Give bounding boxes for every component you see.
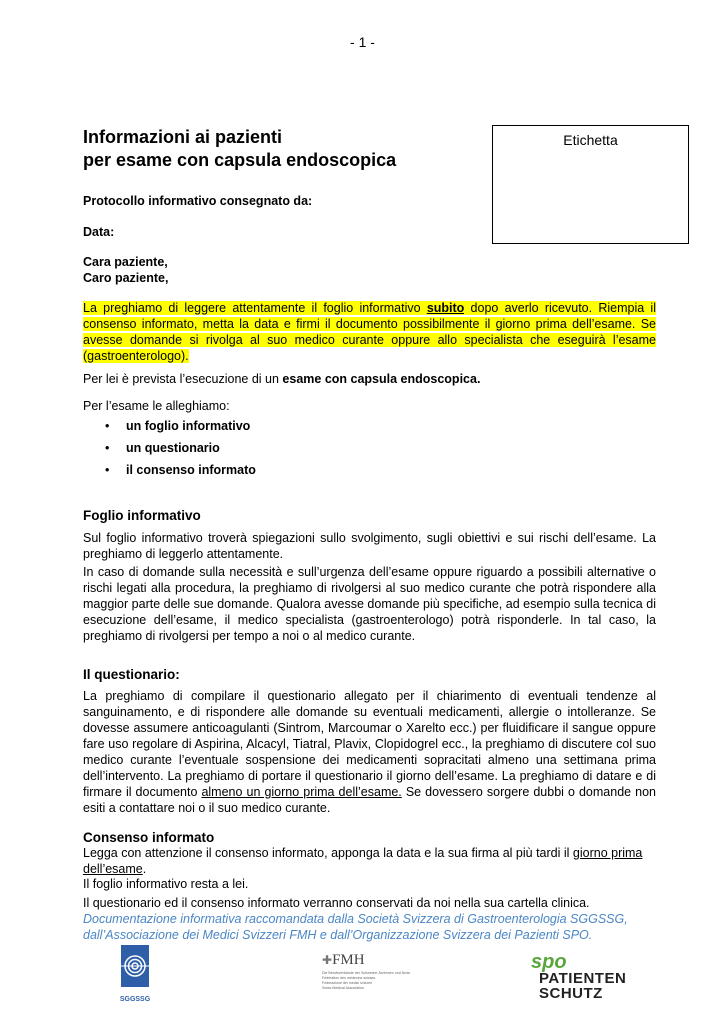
attach-intro: Per l’esame le alleghiamo: (83, 399, 230, 413)
consenso-paragraph-1 (83, 845, 656, 877)
fmh-line: Die Berufsverbände der Schweizer Ärztinnen und Ärzte (322, 971, 411, 975)
questionario-text-1: La preghiamo di compilare il questionario allegato per il chiarimento di eventuali tendenze al sanguinamento, e di rispondere alle domande su eventuali medicamenti, allergie o intolleranze. Se dovesse assumere anticoagulanti (Sintrom, Marcoumar o Xarelto ecc.) per fluidificare il sangue oppure fare uso regolare di Aspirina, Alcacyl, Tiatral, Plavix, Clopidogrel ecc., la preghiamo di discutere col suo medico curante l’eventuale sospensione dei medicamenti sopracitati almeno una settimana prima dell’intervento. La preghiamo di portare il questionario il giorno dell’esame. La preghiamo di datare e di firmare il documento (83, 689, 656, 799)
fmh-logo (322, 952, 412, 1002)
greeting-female: Cara paziente, (83, 255, 168, 269)
fmh-line: Fédération des médecins suisses (322, 976, 376, 980)
foglio-heading: Foglio informativo (83, 508, 201, 523)
sgg-logo-text: SGGSSG (119, 996, 151, 1003)
questionario-paragraph (83, 688, 656, 816)
consenso-text-1: Legga con attenzione il consenso informato, apponga la data e la sua firma al più tardi il (83, 846, 573, 860)
questionario-heading: Il questionario: (83, 667, 180, 682)
highlight-text-1: La preghiamo di leggere attentamente il foglio informativo (83, 301, 427, 315)
consenso-paragraph-3: Il questionario ed il consenso informato verranno conservati da noi nella sua cartella clinica. (83, 896, 590, 910)
page-number: - 1 - (350, 34, 375, 50)
greeting-male: Caro paziente, (83, 271, 169, 285)
sgg-logo-icon (115, 943, 155, 993)
attachment-list (105, 418, 256, 484)
title-line-1: Informazioni ai pazienti (83, 127, 283, 147)
fmh-logo-text (322, 952, 412, 969)
foglio-paragraph-1: Sul foglio informativo troverà spiegazioni sullo svolgimento, sugli obiettivi e sui rischi dell’esame. La preghiamo di leggerlo attentamente. (83, 531, 656, 561)
highlight-paragraph (83, 300, 656, 364)
spo-logo-line-1: PATIENTEN (539, 970, 627, 987)
footer-note: Documentazione informativa raccomandata dalla Società Svizzera di Gastroenterologia SGGSSG, dall’Associazione dei Medici Svizzeri FMH e dall’Organizzazione Svizzera dei Pazienti SPO. (83, 912, 628, 942)
spo-logo-line-2: SCHUTZ (539, 985, 603, 1002)
date-line: Data: (83, 225, 115, 239)
fmh-line: Federazione dei medici svizzeri (322, 981, 373, 985)
exam-line-bold: esame con capsula endoscopica. (282, 372, 481, 386)
fmh-wordmark: FMH (332, 952, 365, 968)
label-box-text: Etichetta (563, 132, 618, 148)
fmh-cross-icon: ✚ (322, 953, 333, 967)
list-item: • il consenso informato (105, 462, 256, 484)
fmh-subtitle (322, 971, 412, 991)
consenso-text-end: . (142, 862, 147, 876)
list-item: • un questionario (105, 440, 256, 462)
spo-logo-mark: spo (531, 951, 567, 973)
highlight-subito: subito (426, 301, 465, 315)
exam-line (83, 371, 656, 387)
foglio-paragraph-2: In caso di domande sulla necessità e sull’urgenza dell’esame oppure riguardo a possibili alternative o rischi legati alla procedura, la preghiamo di rivolgersi al suo medico curante che potrà rispondere alla maggior parte delle sue domande. Qualora avesse domande più specifiche, ad esempio sulla tecnica di esecuzione dell’esame, il medico specialista (gastroenterologo) potrà risponderle. In tal caso, la preghiamo di rivolgersi per tempo a noi o al medico curante. (83, 565, 656, 643)
page-title (83, 126, 396, 172)
consenso-heading: Consenso informato (83, 830, 215, 845)
list-item: • un foglio informativo (105, 418, 256, 440)
protocol-line: Protocollo informativo consegnato da: (83, 194, 313, 208)
questionario-text-2: Se dovessero sorgere dubbi o domande non esiti a contattare noi o il suo medico curante. (83, 785, 657, 815)
spo-logo (531, 953, 626, 1005)
sgg-logo (115, 943, 155, 1005)
highlight-text-2: dopo averlo ricevuto. Riempia il consenso informato, metta la data e firmi il documento possibilmente il giorno prima dell’esame. Se avesse domande si rivolga al suo medico curante oppure allo specialista che eseguirà l’esame (gastroenterologo). (83, 301, 656, 363)
exam-line-text: Per lei è prevista l’esecuzione di un (83, 372, 283, 386)
questionario-underline: almeno un giorno prima dell’esame. (201, 785, 402, 799)
consenso-underline: giorno prima dell’esame (83, 846, 643, 876)
title-line-2: per esame con capsula endoscopica (83, 150, 397, 170)
fmh-line: Swiss Medical Association (322, 986, 364, 990)
consenso-paragraph-2: Il foglio informativo resta a lei. (83, 877, 249, 891)
label-box (492, 125, 689, 244)
